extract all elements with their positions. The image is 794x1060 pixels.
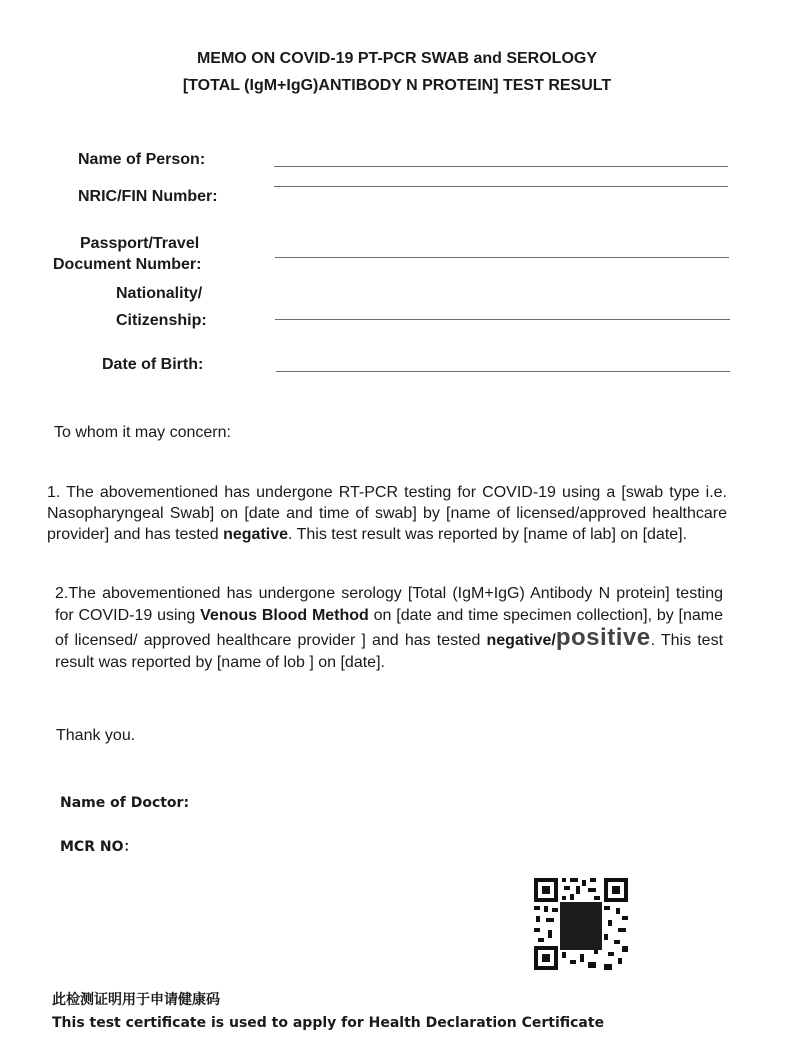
memo-title-line-1: MEMO ON COVID-19 PT-PCR SWAB and SEROLOGY [196, 50, 598, 67]
paragraph-1-text-a: 1. The abovementioned has undergone RT-PCR testing for COVID-19 using a [swab type i.e. Nasopharyngeal Swab] on [date and time of swab] by [name of licensed/approved healthcare provider] and has tested [47, 484, 727, 543]
nric-fin-line[interactable] [274, 186, 728, 187]
paragraph-2-text-a: 2.The abovementioned has undergone serology [Total (IgM+IgG) Antibody N protein] testing for COVID-19 using [55, 585, 723, 624]
name-of-doctor-label: Name of Doctor: [60, 795, 190, 811]
footer-chinese: 此检测证明用于申请健康码 [52, 992, 220, 1008]
paragraph-1-negative: negative [223, 526, 289, 543]
nationality-line[interactable] [275, 319, 730, 320]
nric-fin-label: NRIC/FIN Number: [78, 188, 218, 205]
passport-label-line-2: Document Number: [53, 256, 202, 273]
paragraph-2-negative: negative/ [486, 632, 556, 649]
name-of-person-label: Name of Person: [78, 151, 206, 168]
mcr-no-label: MCR NO： [60, 839, 138, 855]
qr-code-icon [532, 876, 630, 972]
paragraph-2-positive: positive [555, 624, 651, 651]
thank-you: Thank you. [56, 727, 136, 744]
paragraph-2-venous-blood-method: Venous Blood Method [200, 607, 369, 624]
paragraph-1-text-b: . This test result was reported by [name of lab] on [date]. [288, 526, 688, 543]
nationality-label-line-1: Nationality/ [116, 285, 203, 302]
paragraph-2 [55, 583, 723, 674]
passport-label-line-1: Passport/Travel [80, 235, 200, 252]
nationality-label-line-2: Citizenship: [116, 312, 207, 329]
memo-title-line-2: [TOTAL (IgM+IgG)ANTIBODY N PROTEIN] TEST RESULT [182, 77, 612, 94]
paragraph-1 [47, 482, 727, 545]
name-of-person-line[interactable] [274, 166, 728, 167]
date-of-birth-label: Date of Birth: [102, 356, 204, 373]
footer-english: This test certificate is used to apply for Health Declaration Certificate [52, 1015, 605, 1031]
passport-line[interactable] [275, 257, 729, 258]
paragraph-2-text-b: on [date and time specimen collection], by [name of licensed/ approved healthcare provider ] and has tested [55, 607, 723, 649]
paragraph-2-text-c: . This test result was reported by [name of lob ] on [date]. [55, 632, 724, 671]
date-of-birth-line[interactable] [276, 371, 730, 372]
greeting: To whom it may concern: [54, 424, 231, 441]
